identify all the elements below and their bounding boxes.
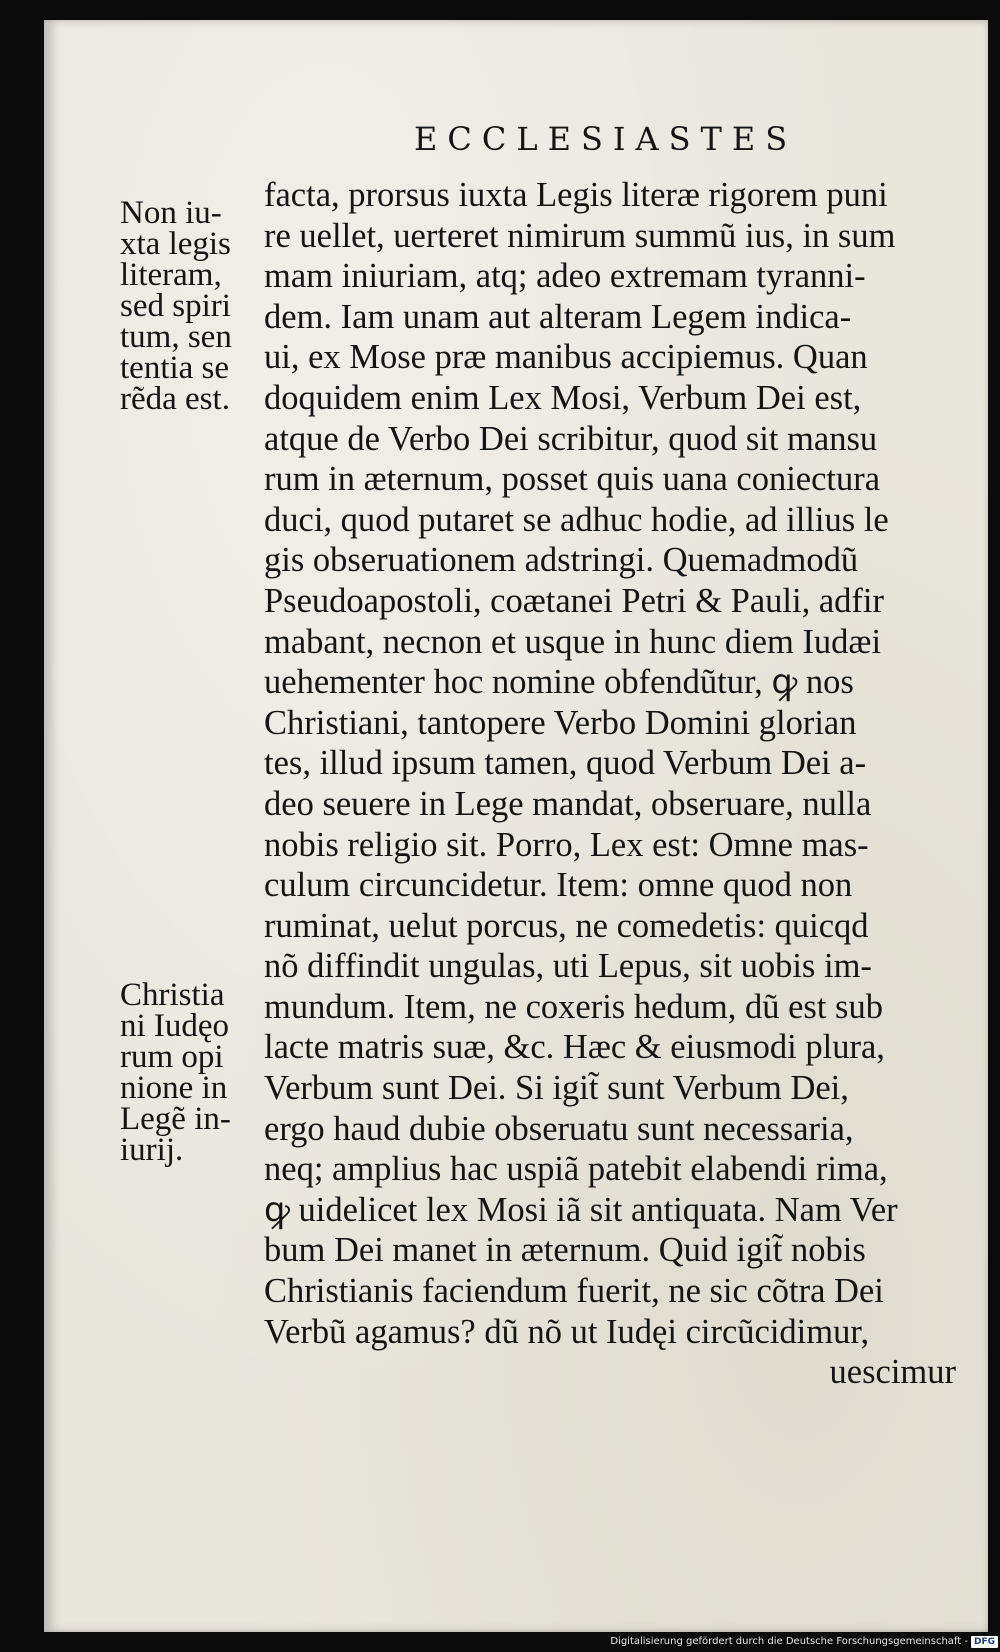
text-line: Christiani, tantopere Verbo Domini glorian [264, 703, 857, 742]
text-line: doquidem enim Lex Mosi, Verbum Dei est, [264, 378, 862, 417]
text-line: Verbũ agamus? dũ nõ ut Iudęi circũcidimur, [264, 1312, 870, 1351]
margin-note-line: iurij. [120, 1132, 184, 1168]
margin-note-line: ni Iudęo [120, 1008, 230, 1044]
text-line: mundum. Item, ne coxeris hedum, dũ est sub [264, 987, 883, 1026]
text-line: dem. Iam unam aut alteram Legem indica- [264, 297, 852, 336]
margin-note-line: sed spiri [120, 288, 231, 324]
text-line: nobis religio sit. Porro, Lex est: Omne mas- [264, 825, 869, 864]
margin-note-line: tum, sen [120, 319, 232, 355]
running-head: ECCLESIASTES [414, 120, 798, 158]
text-line: bum Dei manet in æternum. Quid igit̃ nobis [264, 1231, 866, 1270]
margin-note-line: nione in [120, 1070, 228, 1106]
text-line: ui, ex Mose præ manibus accipiemus. Quan [264, 338, 868, 377]
margin-note-line: tentia se [120, 350, 230, 386]
margin-note-line: Non iu- [120, 195, 222, 231]
text-line: rum in æternum, posset quis uana coniectura [264, 460, 881, 499]
catchword: uescimur [829, 1353, 956, 1392]
text-line: nõ diffindit ungulas, uti Lepus, sit uobis im- [264, 947, 872, 986]
text-line: tes, illud ipsum tamen, quod Verbum Dei a- [264, 744, 867, 783]
margin-note-line: literam, [120, 257, 222, 293]
text-line: deo seuere in Lege mandat, obseruare, nulla [264, 784, 872, 823]
margin-note-2 [120, 977, 250, 1168]
book-page [44, 20, 988, 1632]
digitization-credit [610, 1635, 998, 1649]
dfg-logo-badge: DFG [971, 1636, 998, 1648]
text-line: Christianis faciendum fuerit, ne sic cõtra Dei [264, 1272, 884, 1311]
margin-note-1 [120, 195, 250, 417]
text-line: mabant, necnon et usque in hunc diem Iudæi [264, 622, 882, 661]
text-line: ergo haud dubie obseruatu sunt necessaria, [264, 1109, 854, 1148]
text-line: re uellet, uerteret nimirum summũ ius, in sum [264, 216, 896, 255]
text-line: gis obseruationem adstringi. Quemadmodũ [264, 541, 859, 580]
text-line: uehementer hoc nomine obfendũtur, ꝙ nos [264, 663, 854, 702]
margin-note-line: Legẽ in- [120, 1101, 231, 1137]
text-line: Verbum sunt Dei. Si igit̃ sunt Verbum Dei, [264, 1069, 849, 1108]
text-line: ruminat, uelut porcus, ne comedetis: quicqd [264, 906, 869, 945]
text-line: facta, prorsus iuxta Legis literæ rigorem puni [264, 176, 888, 214]
text-line: Pseudoapostoli, coætanei Petri & Pauli, adfir [264, 581, 884, 620]
margin-note-line: rẽda est. [120, 381, 230, 417]
margin-note-line: Christia [120, 977, 225, 1013]
main-text-block [264, 175, 964, 1393]
text-line: lacte matris suæ, &c. Hæc & eiusmodi plura, [264, 1028, 885, 1067]
text-line: ꝙ uidelicet lex Mosi iã sit antiquata. Nam Ver [264, 1190, 898, 1229]
margin-note-line: rum opi [120, 1039, 224, 1075]
credit-text: Digitalisierung gefördert durch die Deutsche Forschungsgemeinschaft - [610, 1636, 968, 1647]
text-line: mam iniuriam, atq; adeo extremam tyranni- [264, 257, 866, 296]
text-line: duci, quod putaret se adhuc hodie, ad illius le [264, 500, 889, 539]
text-line: culum circuncidetur. Item: omne quod non [264, 866, 853, 905]
text-line: neq; amplius hac uspiã patebit elabendi rima, [264, 1150, 888, 1189]
text-line: atque de Verbo Dei scribitur, quod sit mansu [264, 419, 878, 458]
margin-note-line: xta legis [120, 226, 231, 262]
